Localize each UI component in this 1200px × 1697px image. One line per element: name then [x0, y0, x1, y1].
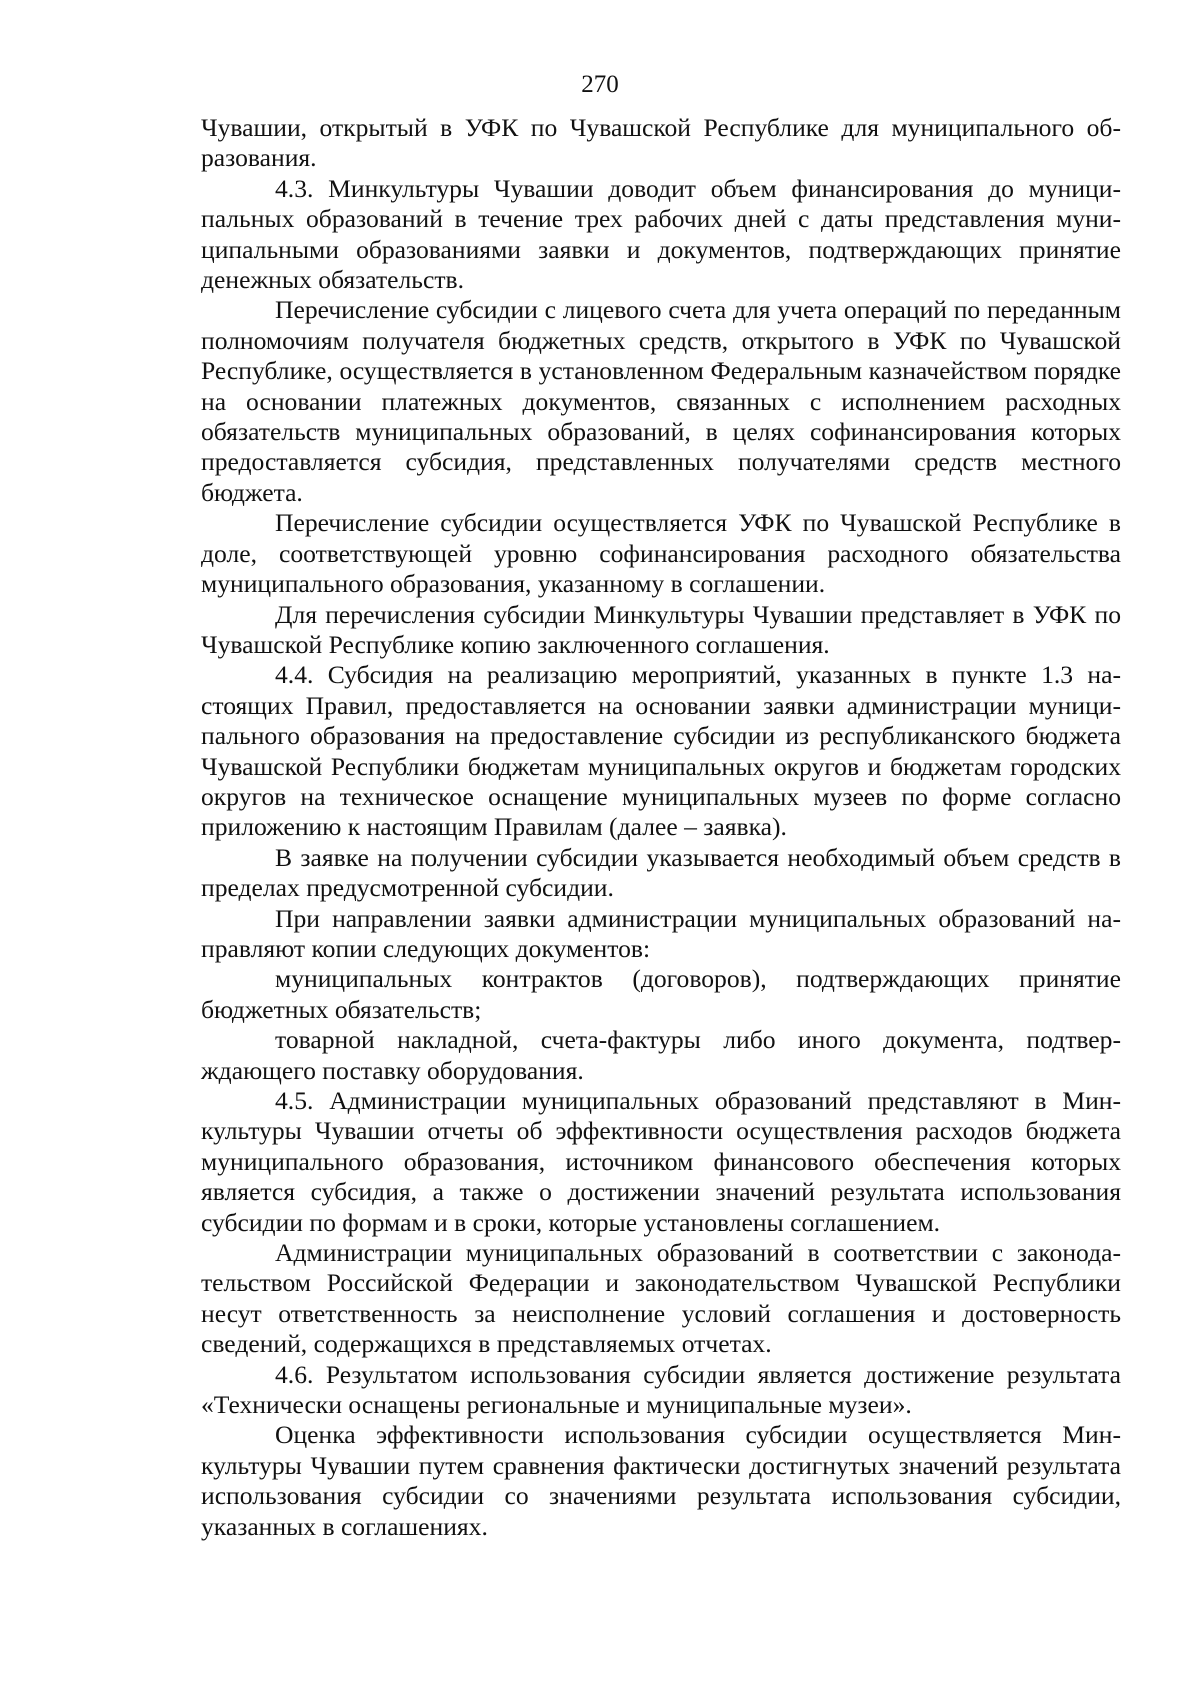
paragraph: Администрации муниципальных образований в соответствии с законодательством Российской Федерации и законодательством Чувашской Республики несут ответственность за неисполнение условий соглашения и достоверность сведений, содержащихся в представляемых отчетах. — [201, 1238, 1121, 1359]
paragraph: 4.5. Администрации муниципальных образований представляют в Минкультуры Чувашии отчеты об эффективности осуществления расходов бюджета муниципального образования, источником финансового обеспечения которых является субсидия, а также о достижении значений результата использования субсидии по формам и в сроки, которые установлены соглашением. — [201, 1086, 1121, 1237]
paragraph: При направлении заявки администрации муниципальных образований направляют копии следующих документов: — [201, 903, 1121, 963]
page-number: 270 — [581, 71, 619, 98]
document-body — [201, 113, 1121, 1542]
paragraph: Перечисление субсидии с лицевого счета для учета операций по переданным полномочиям получателя бюджетных средств, открытого в УФК по Чувашской Республике, осуществляется в установленном Федеральным казначейством порядке на основании платежных документов, связанных с исполнением расходных обязательств муниципальных образований, в целях софинансирования которых предоставляется субсидия, представленных получателями средств местного бюджета. — [201, 295, 1121, 507]
paragraph: муниципальных контрактов (договоров), подтверждающих принятие бюджетных обязательств; — [201, 964, 1121, 1024]
paragraph: 4.6. Результатом использования субсидии является достижение результата «Технически оснащены региональные и муниципальные музеи». — [201, 1359, 1121, 1420]
paragraph: товарной накладной, счета-фактуры либо иного документа, подтверждающего поставку оборудования. — [201, 1025, 1121, 1085]
paragraph: В заявке на получении субсидии указывается необходимый объем средств в пределах предусмотренной субсидии. — [201, 842, 1121, 903]
paragraph: 4.3. Минкультуры Чувашии доводит объем финансирования до муниципальных образований в течение трех рабочих дней с даты представления муниципальными образованиями заявки и документов, подтверждающих принятие денежных обязательств. — [201, 173, 1121, 295]
paragraph: 4.4. Субсидия на реализацию мероприятий, указанных в пункте 1.3 настоящих Правил, предоставляется на основании заявки администрации муниципального образования на предоставление субсидии из республиканского бюджета Чувашской Республики бюджетам муниципальных округов и бюджетам городских округов на техническое оснащение муниципальных музеев по форме согласно приложению к настоящим Правилам (далее – заявка). — [201, 660, 1121, 842]
paragraph: Для перечисления субсидии Минкультуры Чувашии представляет в УФК по Чувашской Республике копию заключенного соглашения. — [201, 599, 1121, 659]
paragraph: Оценка эффективности использования субсидии осуществляется Минкультуры Чувашии путем сравнения фактически достигнутых значений результата использования субсидии со значениями результата использования субсидии, указанных в соглашениях. — [201, 1420, 1121, 1541]
paragraph: Чувашии, открытый в УФК по Чувашской Республике для муниципального образования. — [201, 113, 1121, 173]
paragraph: Перечисление субсидии осуществляется УФК по Чувашской Республике в доле, соответствующей уровню софинансирования расходного обязательства муниципального образования, указанному в соглашении. — [201, 508, 1121, 599]
